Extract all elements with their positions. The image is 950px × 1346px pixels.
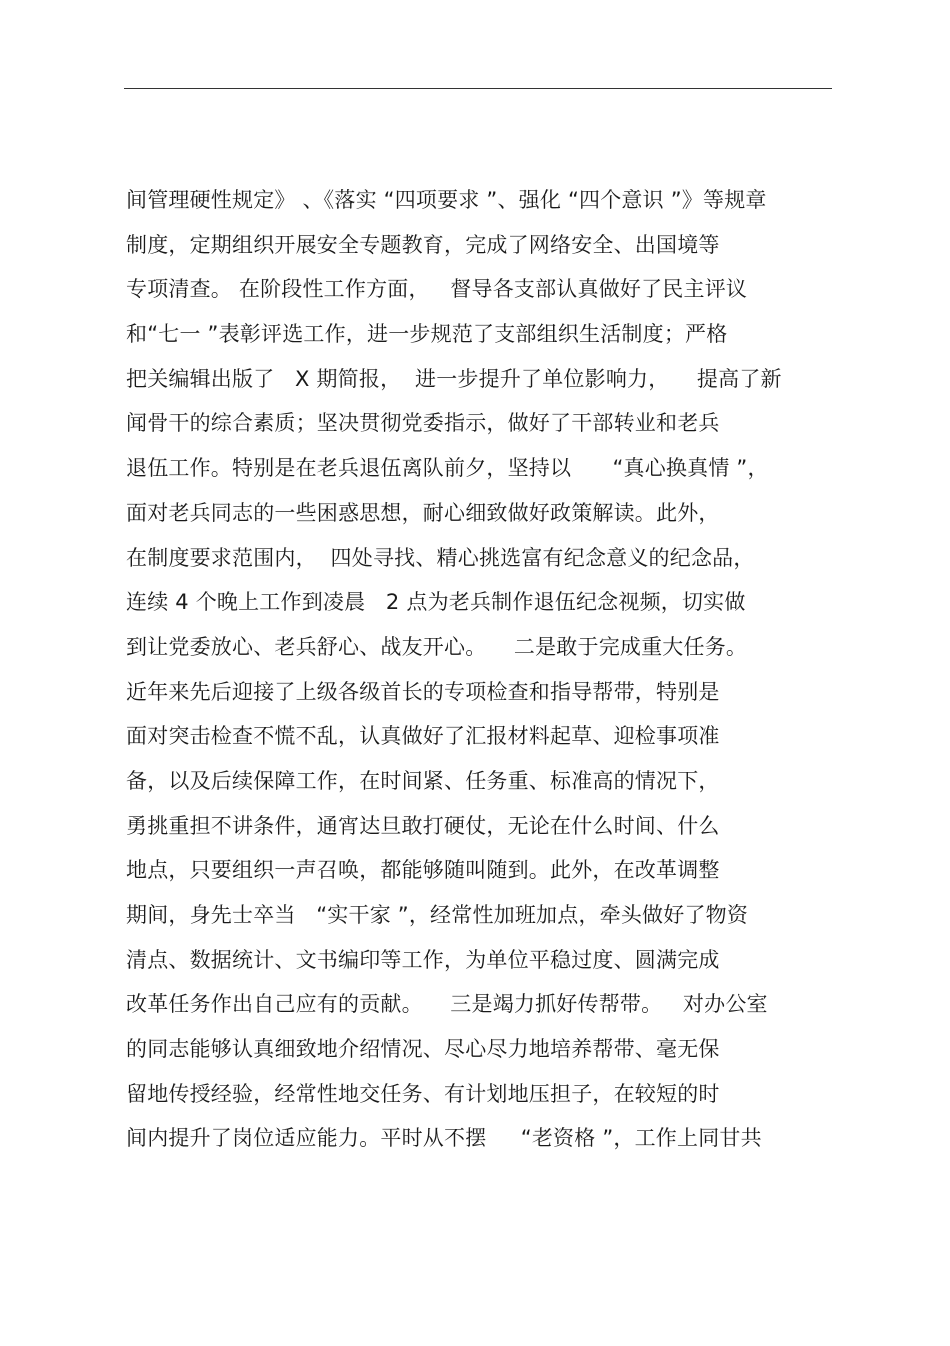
text-line: 专项清查。 在阶段性工作方面， 督导各支部认真做好了民主评议 (126, 277, 748, 302)
text-line: 面对突击检查不慌不乱，认真做好了汇报材料起草、迎检事项准 (126, 724, 720, 749)
text-line: 清点、数据统计、文书编印等工作，为单位平稳过度、圆满完成 (126, 947, 720, 972)
body-text (126, 178, 836, 1161)
text-line: 在制度要求范围内， 四处寻找、精心挑选富有纪念意义的纪念品， (126, 545, 755, 570)
text-line: 间管理硬性规定》 、《落实 “四项要求 ”、强化 “四个意识 ”》等规章 (126, 188, 767, 212)
text-line: 近年来先后迎接了上级各级首长的专项检查和指导帮带，特别是 (126, 679, 720, 704)
text-line: 的同志能够认真细致地介绍情况、尽心尽力地培养帮带、毫无保 (126, 1037, 720, 1062)
text-line: 留地传授经验，经常性地交任务、有计划地压担子，在较短的时 (126, 1081, 720, 1106)
text-line: 地点，只要组织一声召唤，都能够随叫随到。此外，在改革调整 (126, 858, 720, 883)
text-line: 连续 4 个晚上工作到凌晨 2 点为老兵制作退伍纪念视频，切实做 (126, 590, 746, 615)
text-line: 改革任务作出自己应有的贡献。 三是竭力抓好传帮带。 对办公室 (126, 992, 768, 1017)
text-line: 勇挑重担不讲条件，通宵达旦敢打硬仗，无论在什么时间、什么 (126, 813, 720, 838)
text-line: 期间，身先士卒当 “实干家 ”，经常性加班加点，牵头做好了物资 (126, 903, 749, 927)
text-line: 退伍工作。特别是在老兵退伍离队前夕，坚持以 “真心换真情 ”， (126, 456, 769, 481)
text-line: 到让党委放心、老兵舒心、战友开心。 二是敢于完成重大任务。 (126, 634, 748, 659)
text-line: 把关编辑出版了 X 期简报， 进一步提升了单位影响力， 提高了新 (126, 366, 782, 391)
text-line: 闻骨干的综合素质；坚决贯彻党委指示，做好了干部转业和老兵 (126, 411, 720, 436)
text-line: 间内提升了岗位适应能力。平时从不摆 “老资格 ”，工作上同甘共 (126, 1126, 762, 1151)
text-line: 和“七一 ”表彰评选工作，进一步规范了支部组织生活制度；严格 (126, 322, 728, 347)
text-line: 备，以及后续保障工作，在时间紧、任务重、标准高的情况下， (126, 768, 720, 793)
header-rule (124, 88, 832, 89)
text-line: 制度，定期组织开展安全专题教育，完成了网络安全、出国境等 (126, 232, 720, 257)
text-line: 面对老兵同志的一些困惑思想，耐心细致做好政策解读。此外， (126, 500, 720, 525)
